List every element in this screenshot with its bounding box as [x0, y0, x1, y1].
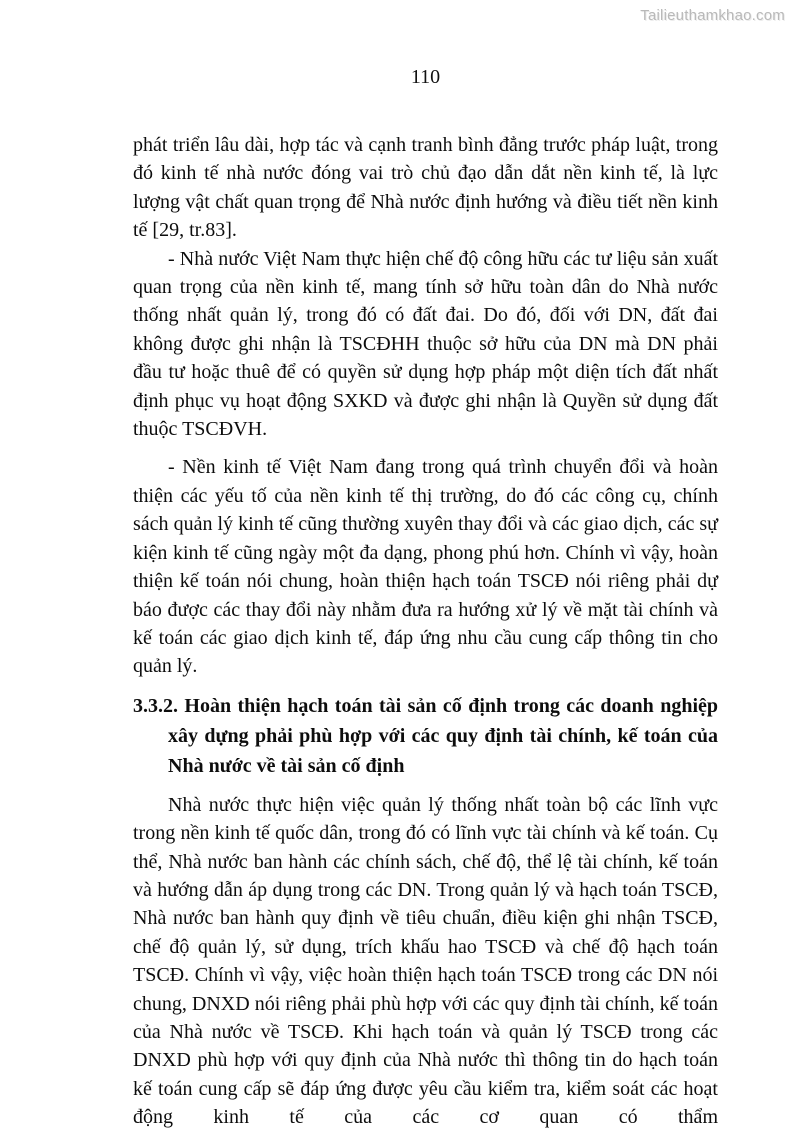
- body-paragraph-bullet-1: - Nhà nước Việt Nam thực hiện chế độ công hữu các tư liệu sản xuất quan trọng của nền kinh tế, mang tính sở hữu toàn dân do Nhà nước thống nhất quản lý, trong đó có đất đai. Do đó, đối với DN, đất đai không được ghi nhận là TSCĐHH thuộc sở hữu của DN mà DN phải đầu tư hoặc thuê để có quyền sử dụng hợp pháp một diện tích đất nhất định phục vụ hoạt động SXKD và được ghi nhận là Quyền sử dụng đất thuộc TSCĐVH.: [133, 247, 718, 441]
- page-body: [133, 131, 718, 1132]
- body-paragraph-bullet-2: - Nền kinh tế Việt Nam đang trong quá trình chuyển đổi và hoàn thiện các yếu tố của nền kinh tế thị trường, do đó các công cụ, chính sách quản lý kinh tế cũng thường xuyên thay đổi và các giao dịch, các sự kiện kinh tế cũng ngày một đa dạng, phong phú hơn. Chính vì vậy, hoàn thiện kế toán nói chung, hoàn thiện hạch toán TSCĐ nói riêng phải dự báo được các thay đổi này nhằm đưa ra hướng xử lý về mặt tài chính và kế toán các giao dịch kinh tế, đáp ứng nhu cầu cung cấp thông tin cho quản lý.: [133, 456, 718, 678]
- section-heading: [133, 691, 718, 781]
- body-paragraph-continuation: phát triển lâu dài, hợp tác và cạnh tranh bình đẳng trước pháp luật, trong đó kinh tế nhà nước đóng vai trò chủ đạo dẫn dắt nền kinh tế, là lực lượng vật chất quan trọng để Nhà nước định hướng và điều tiết nền kinh tế [29, tr.83].: [133, 134, 718, 242]
- section-heading-number: 3.3.2.: [133, 694, 178, 717]
- body-paragraph-final: Nhà nước thực hiện việc quản lý thống nhất toàn bộ các lĩnh vực trong nền kinh tế quốc dân, trong đó có lĩnh vực tài chính và kế toán. Cụ thể, Nhà nước ban hành các chính sách, chế độ, thể lệ tài chính, kế toán và hướng dẫn áp dụng trong các DN. Trong quản lý và hạch toán TSCĐ, Nhà nước ban hành quy định về tiêu chuẩn, điều kiện ghi nhận TSCĐ, chế độ quản lý, sử dụng, trích khấu hao TSCĐ và chế độ hạch toán TSCĐ. Chính vì vậy, việc hoàn thiện hạch toán TSCĐ trong các DN nói chung, DNXD nói riêng phải phù hợp với các quy định tài chính, kế toán của Nhà nước về TSCĐ. Khi hạch toán và quản lý TSCĐ trong các DNXD phù hợp với quy định của Nhà nước thì thông tin do hạch toán kế toán cung cấp sẽ đáp ứng được yêu cầu kiểm tra, kiểm soát các hoạt động kinh tế của các cơ quan có thẩm: [133, 793, 718, 1129]
- site-watermark: Tailieuthamkhao.com: [640, 7, 785, 24]
- page-number: 110: [410, 66, 441, 88]
- section-heading-text: Hoàn thiện hạch toán tài sản cố định trong các doanh nghiệp xây dựng phải phù hợp với các quy định tài chính, kế toán của Nhà nước về tài sản cố định: [168, 694, 719, 777]
